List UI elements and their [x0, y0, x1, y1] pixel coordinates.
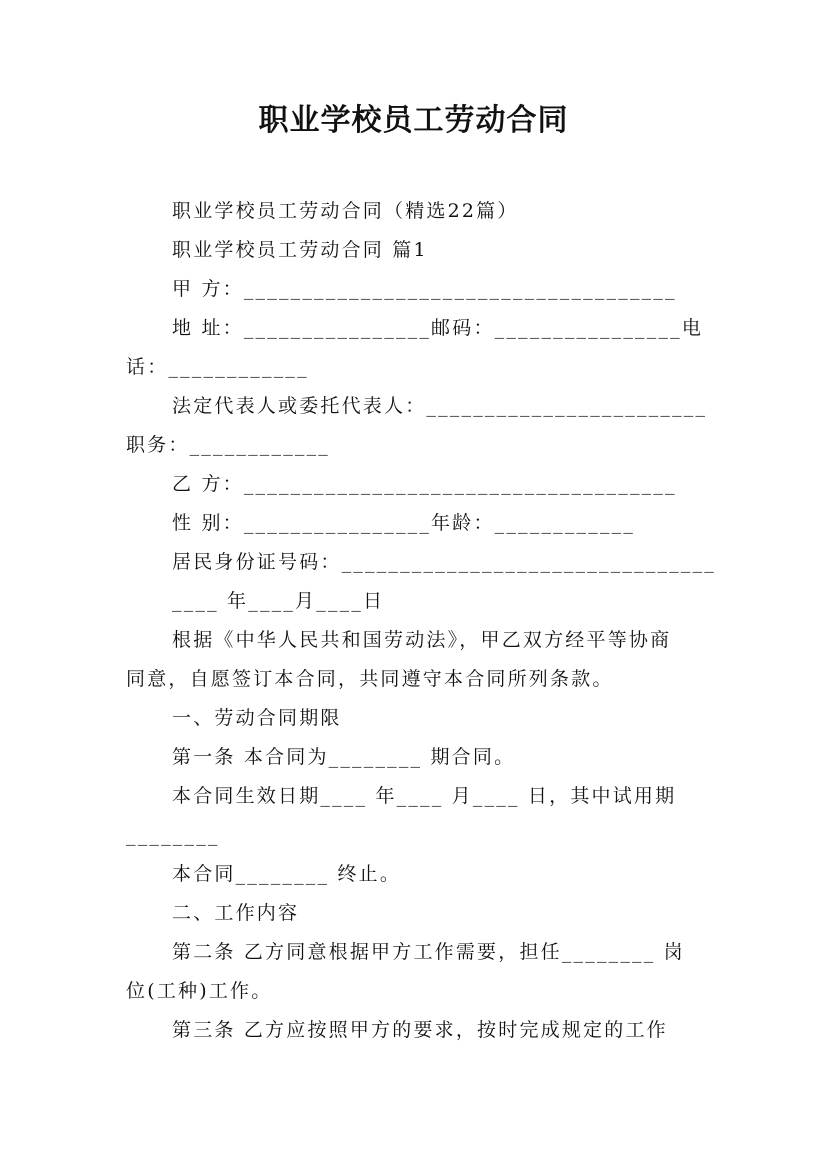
document-title: 职业学校员工劳动合同 [258, 103, 569, 138]
section-1-heading: 一、劳动合同期限 [172, 707, 342, 729]
article-1: 第一条 本合同为________ 期合同。 [172, 746, 516, 768]
preamble-line-1: 根据《中华人民共和国劳动法》，甲乙双方经平等协商 [172, 629, 672, 651]
section-2-heading: 二、工作内容 [172, 902, 300, 924]
position-line: 职务：____________ [126, 434, 331, 456]
paragraph-subtitle: 职业学校员工劳动合同（精选22篇） [172, 200, 519, 222]
phone-line: 话：____________ [126, 356, 309, 378]
id-number-line: 居民身份证号码：________________________________ [172, 551, 717, 573]
legal-representative-line: 法定代表人或委托代表人：________________________ [172, 395, 708, 417]
gender-age-line: 性 别：________________年龄：____________ [172, 512, 636, 534]
termination-line: 本合同________ 终止。 [172, 863, 402, 885]
document-body [126, 192, 717, 1050]
article-2-line-1: 第二条 乙方同意根据甲方工作需要，担任________ 岗 [172, 941, 685, 963]
paragraph-section-heading: 职业学校员工劳动合同 篇1 [172, 239, 428, 261]
date-line: ____ 年____月____日 [172, 590, 385, 612]
party-a-line: 甲 方：_____________________________________ [172, 278, 677, 300]
effective-date-line-2: ________ [126, 824, 220, 846]
party-b-line: 乙 方：_____________________________________ [172, 473, 677, 495]
article-2-line-2: 位(工种)工作。 [126, 980, 273, 1002]
article-3-line-1: 第三条 乙方应按照甲方的要求，按时完成规定的工作 [172, 1019, 668, 1041]
effective-date-line-1: 本合同生效日期____ 年____ 月____ 日，其中试用期 [172, 785, 677, 807]
address-line: 地 址：________________邮码：________________电 [172, 317, 704, 339]
preamble-line-2: 同意，自愿签订本合同，共同遵守本合同所列条款。 [126, 668, 614, 690]
